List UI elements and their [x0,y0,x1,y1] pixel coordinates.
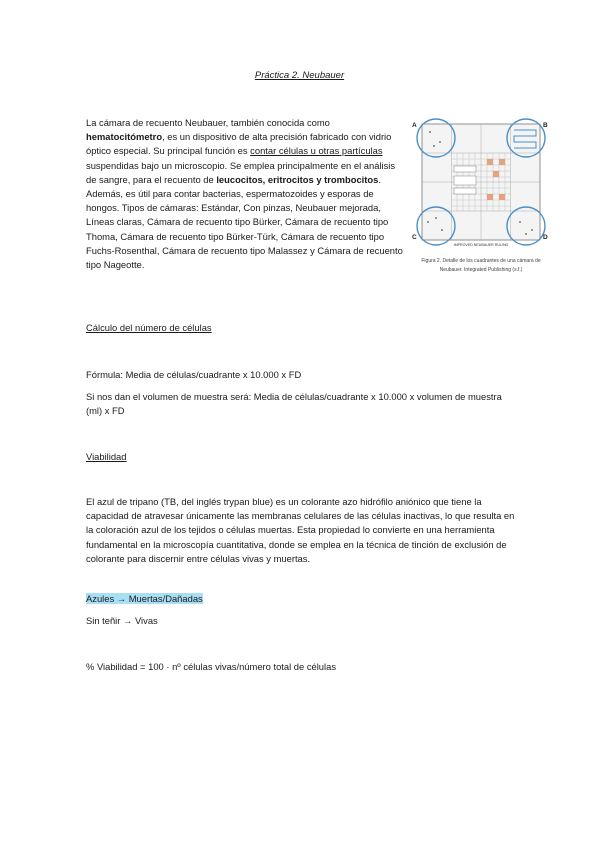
neubauer-grid-diagram [410,118,552,253]
viability-blue-line [86,592,516,606]
corner-label-a: A [412,122,417,129]
corner-label-d: D [543,234,548,241]
intro-text-3: suspendidas bajo un microscopio. Se emplea principalmente en el análisis de sangre, para el recuento de [86,159,396,185]
calc-volume-formula: Si nos dan el volumen de muestra será: Media de células/cuadrante x 10.000 x volumen de muestra (ml) x FD [86,391,502,417]
intro-bold-hematocitometro: hematocitómetro [86,131,163,143]
page-title: Práctica 2. Neubauer [254,70,345,81]
viability-heading: Viabilidad [86,451,127,462]
intro-bold-cells: leucocitos, eritrocitos y trombocitos [216,173,379,185]
grid-ruling-label: IMPROVED NEUBAUER RULING [453,243,509,247]
viability-blue-highlight: Azules → Muertas/Dañadas [86,593,203,604]
intro-text-2: , es un dispositivo de alta precisión fabricado con vidrio óptico especial. Su principal función es [86,131,392,157]
figure-caption-line-2: Neubauer. Integrated Publishing (s.f.) [439,267,523,273]
viability-unstained-line: Sin teñir → Vivas [86,615,158,626]
viability-formula: % Viabilidad = 100 · nº células vivas/número total de células [86,661,337,672]
intro-text-4: . Además, es útil para contar bacterias, espermatozoides y esporas de hongos. Tipos de cámaras: Estándar, Con pinzas, Neubauer mejorada, Líneas claras, Cámara de recuento tipo Bürker, Cámara de recuento tipo Thoma, Cámara de recuento tipo Bürker-Türk, Cámara de recuento tipo Fuchs-Rosenthal, Cámara de recuento tipo Malassez y Cámara de recuento tipo Nageotte. [86,173,403,271]
intro-underline: contar células u otras partículas [250,145,383,157]
intro-text-1: La cámara de recuento Neubauer, también conocida como [86,117,330,128]
figure-caption [410,257,552,275]
corner-label-c: C [412,234,417,241]
neubauer-figure [410,118,552,275]
intro-paragraph [86,116,404,272]
calc-heading: Cálculo del número de células [86,322,212,333]
viability-paragraph: El azul de tripano (TB, del inglés trypan blue) es un colorante azo hidrófilo aniónico que tiene la capacidad de atravesar únicamente las membranas celulares de las células inactivas, lo que resulta en la coloración azul de los tejidos o células muertas. Esta propiedad lo convierte en una herramienta fundamental en la microscopía cuantitativa, donde se emplea en la técnica de tinción de exclusión de colorante para discernir entre células vivas y muertas. [86,496,515,564]
calc-formula: Fórmula: Media de células/cuadrante x 10.000 x FD [86,369,302,380]
corner-label-b: B [543,122,548,129]
figure-caption-line-1: Figura 2. Detalle de los cuadrantes de una cámara de [421,258,541,264]
